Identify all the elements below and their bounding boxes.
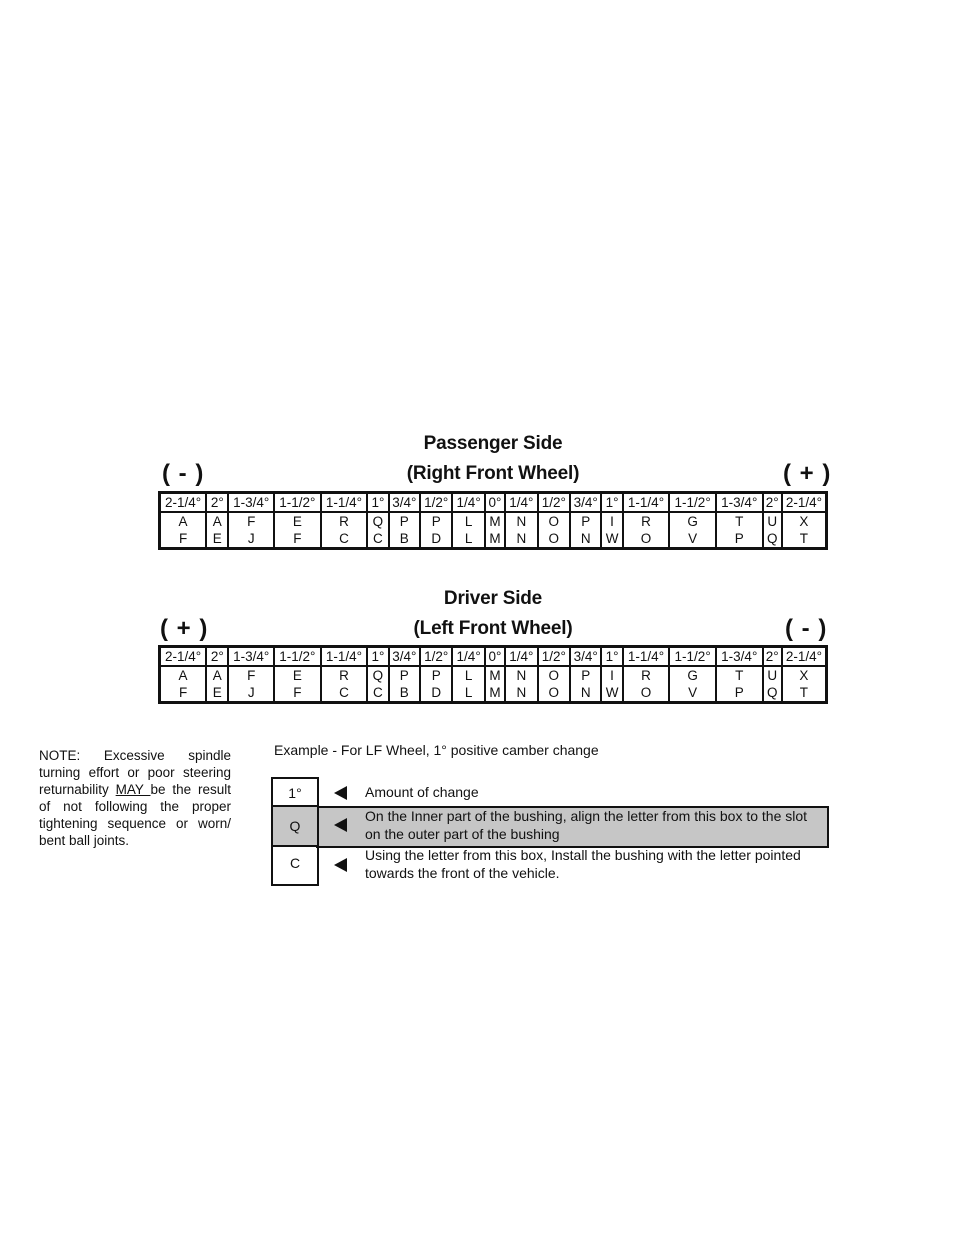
install-letter-row-cell: F <box>274 684 321 703</box>
inner-letter-row-cell: R <box>623 512 670 530</box>
inner-letter-row-cell: G <box>669 666 716 684</box>
passenger-side-subtitle: (Right Front Wheel) <box>406 463 580 484</box>
inner-letter-row-cell: P <box>420 512 452 530</box>
degree-header-row-cell: 1/4° <box>505 647 537 667</box>
install-letter-row-cell: P <box>716 530 763 549</box>
passenger-left-sign: ( - ) <box>162 460 205 487</box>
degree-header-row-cell: 1-1/2° <box>669 493 716 513</box>
note-prefix: NOTE: Excessive spindle turning effort or poor steering returnability <box>39 748 231 797</box>
example-box-inner-letter: Q <box>271 805 319 847</box>
degree-header-row <box>160 493 827 513</box>
degree-header-row-cell: 3/4° <box>389 493 420 513</box>
example-title: Example - For LF Wheel, 1° positive camber change <box>274 742 599 758</box>
degree-header-row <box>160 647 827 667</box>
install-letter-row-cell: J <box>228 530 274 549</box>
degree-header-row-cell: 0° <box>485 493 505 513</box>
degree-header-row-cell: 2-1/4° <box>782 647 827 667</box>
inner-letter-row-cell: L <box>452 512 484 530</box>
example-text-amount: Amount of change <box>365 784 479 800</box>
degree-header-row-cell: 1° <box>601 647 622 667</box>
driver-side-subtitle: (Left Front Wheel) <box>413 618 573 639</box>
degree-header-row-cell: 1-3/4° <box>228 647 274 667</box>
install-letter-row-cell: F <box>178 684 188 700</box>
install-letter-row-cell: D <box>420 684 452 703</box>
passenger-side-title: Passenger Side <box>423 433 563 454</box>
install-letter-row-cell: D <box>420 530 452 549</box>
driver-left-sign: ( + ) <box>160 615 209 642</box>
install-letter-row-cell: V <box>669 684 716 703</box>
inner-letter-row-cell: N <box>505 666 537 684</box>
inner-letter-row-cell: R <box>321 666 368 684</box>
degree-header-row-cell: 1-1/2° <box>274 647 321 667</box>
install-letter-row-cell: J <box>228 684 274 703</box>
install-letter-row-cell: E <box>206 684 228 703</box>
install-letter-row-cell: L <box>452 530 484 549</box>
degree-header-row-cell: 1-3/4° <box>716 493 763 513</box>
install-letter-row-cell: O <box>623 530 670 549</box>
install-letter-row-cell: B <box>389 530 420 549</box>
inner-letter-row-cell: M <box>485 666 505 684</box>
inner-letter-row-cell: U <box>763 666 782 684</box>
degree-header-row-cell: 1-1/2° <box>274 493 321 513</box>
degree-header-row-cell: 1-3/4° <box>716 647 763 667</box>
install-letter-row-cell: M <box>485 684 505 703</box>
degree-header-row-cell: 1/2° <box>420 647 452 667</box>
install-letter-row-cell: W <box>601 684 622 703</box>
inner-letter-row-cell: O <box>538 512 570 530</box>
inner-letter-row-cell: X <box>782 512 827 530</box>
degree-header-row-cell: 1° <box>367 493 388 513</box>
install-letter-row <box>160 684 827 703</box>
degree-header-row-cell: 1/2° <box>538 493 570 513</box>
inner-letter-row-cell: U <box>763 512 782 530</box>
install-letter-row-cell: F <box>274 530 321 549</box>
inner-letter-row-cell: Q <box>367 666 388 684</box>
degree-header-row-cell: 1-1/2° <box>669 647 716 667</box>
install-letter-row-cell: C <box>321 530 368 549</box>
install-letter-row-cell: T <box>782 530 827 549</box>
degree-header-row-cell: 1/2° <box>420 493 452 513</box>
inner-letter-row-cell: G <box>669 512 716 530</box>
passenger-camber-table <box>158 491 828 550</box>
inner-letter-row-cell: O <box>538 666 570 684</box>
inner-letter-row-cell: P <box>389 666 420 684</box>
degree-header-row-cell: 2-1/4° <box>160 493 207 513</box>
degree-header-row-cell: 2-1/4° <box>160 647 207 667</box>
inner-letter-row-cell: L <box>452 666 484 684</box>
install-letter-row-cell: F <box>178 530 188 546</box>
degree-header-row-cell: 2° <box>206 647 228 667</box>
degree-header-row-cell: 2-1/4° <box>782 493 827 513</box>
inner-letter-row-cell: P <box>389 512 420 530</box>
install-letter-row-cell: N <box>570 530 601 549</box>
install-letter-row-cell: N <box>570 684 601 703</box>
inner-letter-row-cell: A <box>206 666 228 684</box>
passenger-right-sign: ( + ) <box>783 460 832 487</box>
degree-header-row-cell: 2° <box>763 493 782 513</box>
install-letter-row-cell: O <box>538 530 570 549</box>
inner-letter-row <box>160 512 827 530</box>
inner-letter-row-cell: A <box>206 512 228 530</box>
install-letter-row-cell: B <box>389 684 420 703</box>
inner-letter-row-cell: M <box>485 512 505 530</box>
example-text-inner: On the Inner part of the bushing, align the letter from this box to the slot on the outer part of the bushing <box>365 808 808 842</box>
install-letter-row-cell: P <box>716 684 763 703</box>
inner-letter-row-cell: F <box>228 666 274 684</box>
driver-right-sign: ( - ) <box>785 615 828 642</box>
degree-header-row-cell: 1-1/4° <box>623 493 670 513</box>
degree-header-row-cell: 3/4° <box>570 493 601 513</box>
degree-header-row-cell: 1/4° <box>452 493 484 513</box>
degree-header-row-cell: 1° <box>367 647 388 667</box>
inner-letter-row-cell: I <box>601 666 622 684</box>
degree-header-row-cell: 3/4° <box>570 647 601 667</box>
degree-header-row-cell: 1/2° <box>538 647 570 667</box>
install-letter-row-cell: N <box>505 530 537 549</box>
note-suffix: be the result of not following the proper tightening sequence or worn/ bent ball joints. <box>39 782 231 848</box>
inner-letter-row-cell: R <box>623 666 670 684</box>
note-paragraph <box>39 747 231 849</box>
degree-header-row-cell: 0° <box>485 647 505 667</box>
inner-letter-row-cell: P <box>420 666 452 684</box>
arrow-left-icon <box>334 858 347 872</box>
inner-letter-row-cell: E <box>274 666 321 684</box>
driver-side-title: Driver Side <box>443 588 543 609</box>
degree-header-row-cell: 1/4° <box>452 647 484 667</box>
install-letter-row-cell: E <box>206 530 228 549</box>
install-letter-row-cell: L <box>452 684 484 703</box>
install-letter-row-cell: M <box>485 530 505 549</box>
install-letter-row-cell: C <box>367 530 388 549</box>
degree-header-row-cell: 1° <box>601 493 622 513</box>
degree-header-row-cell: 1-1/4° <box>321 493 368 513</box>
install-letter-row-cell: C <box>367 684 388 703</box>
inner-letter-row-cell: T <box>716 512 763 530</box>
note-emphasis: MAY <box>115 782 151 797</box>
inner-letter-row <box>160 666 827 684</box>
driver-camber-table <box>158 645 828 704</box>
degree-header-row-cell: 2° <box>763 647 782 667</box>
example-text-install: Using the letter from this box, Install the bushing with the letter pointed towards the front of the vehicle. <box>365 847 801 881</box>
degree-header-row-cell: 3/4° <box>389 647 420 667</box>
inner-letter-row-cell: R <box>321 512 368 530</box>
arrow-left-icon <box>334 786 347 800</box>
inner-letter-row-cell: A <box>178 513 188 529</box>
inner-letter-row-cell: P <box>570 666 601 684</box>
install-letter-row-cell: V <box>669 530 716 549</box>
install-letter-row-cell: O <box>623 684 670 703</box>
example-box-amount: 1° <box>271 777 319 807</box>
degree-header-row-cell: 1-1/4° <box>623 647 670 667</box>
inner-letter-row-cell: Q <box>367 512 388 530</box>
inner-letter-row-cell: F <box>228 512 274 530</box>
install-letter-row-cell: Q <box>763 684 782 703</box>
degree-header-row-cell: 1/4° <box>505 493 537 513</box>
inner-letter-row-cell: E <box>274 512 321 530</box>
install-letter-row-cell: N <box>505 684 537 703</box>
example-box-install-letter: C <box>271 843 319 886</box>
install-letter-row-cell: C <box>321 684 368 703</box>
inner-letter-row-cell: T <box>716 666 763 684</box>
install-letter-row-cell: T <box>782 684 827 703</box>
inner-letter-row-cell: A <box>178 667 188 683</box>
degree-header-row-cell: 1-3/4° <box>228 493 274 513</box>
install-letter-row <box>160 530 827 549</box>
inner-letter-row-cell: N <box>505 512 537 530</box>
arrow-left-icon <box>334 818 347 832</box>
inner-letter-row-cell: X <box>782 666 827 684</box>
inner-letter-row-cell: I <box>601 512 622 530</box>
install-letter-row-cell: Q <box>763 530 782 549</box>
degree-header-row-cell: 1-1/4° <box>321 647 368 667</box>
install-letter-row-cell: O <box>538 684 570 703</box>
inner-letter-row-cell: P <box>570 512 601 530</box>
degree-header-row-cell: 2° <box>206 493 228 513</box>
install-letter-row-cell: W <box>601 530 622 549</box>
